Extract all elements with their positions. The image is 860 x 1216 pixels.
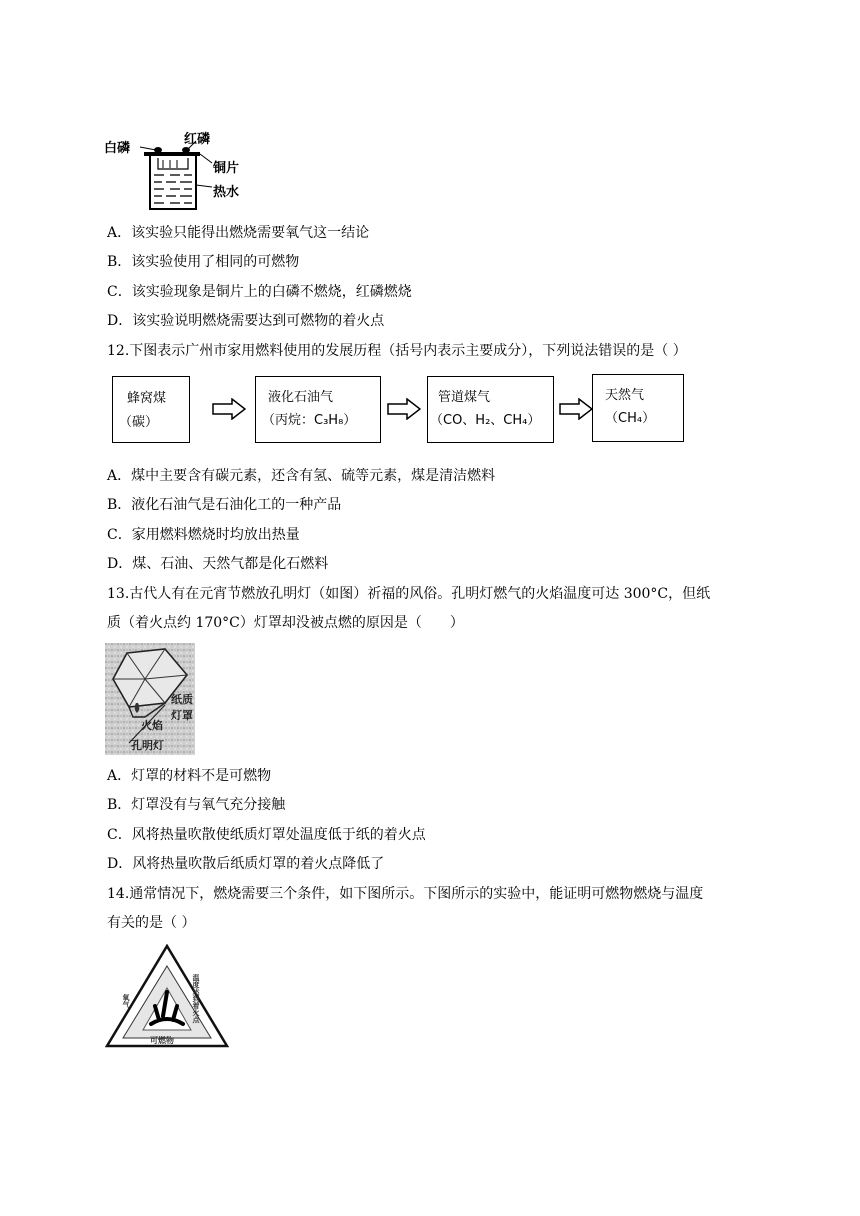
flow-box-lpg [255, 376, 381, 443]
label-ignition-temperature: 温度达到着火点 [192, 974, 200, 1023]
label-sky-lantern: 孔明灯 [131, 739, 164, 752]
figure-q11-apparatus [100, 125, 250, 215]
flow-box-honeycomb-coal [112, 376, 190, 443]
q13-option-a: A．灯罩的材料不是可燃物 [107, 768, 272, 784]
q13-stem-line-2: 质（着火点约 170°C）灯罩却没被点燃的原因是（ ） [107, 615, 464, 631]
q12-stem: 12.下图表示广州市家用燃料使用的发展历程（括号内表示主要成分），下列说法错误的是（ ） [107, 343, 687, 359]
label-flame: 火焰 [141, 719, 163, 732]
flow-name: 天然气 [605, 388, 645, 403]
q12-option-b: B．液化石油气是石油化工的一种产品 [107, 497, 342, 513]
q14-stem-line-1: 14.通常情况下，燃烧需要三个条件，如下图所示。下图所示的实验中，能证明可燃物燃烧与温度 [107, 886, 704, 902]
flow-comp: （CH₄） [605, 411, 656, 426]
flow-box-piped-gas [427, 376, 554, 443]
flow-name: 液化石油气 [268, 390, 334, 405]
figure-q14-fire-triangle [105, 944, 230, 1049]
flow-comp: （碳） [119, 415, 159, 430]
label-red-phosphorus: 红磷 [184, 132, 211, 147]
flow-name: 蜂窝煤 [127, 391, 167, 406]
q11-option-c: C．该实验现象是铜片上的白磷不燃烧，红磷燃烧 [107, 284, 412, 300]
flow-comp: （CO、H₂、CH₄） [430, 413, 541, 428]
label-combustible: 可燃物 [150, 1036, 174, 1045]
figure-q13-sky-lantern [105, 643, 195, 755]
flow-box-natural-gas [592, 374, 684, 442]
flow-arrow-3 [559, 398, 593, 424]
q14-stem-line-2: 有关的是（ ） [107, 915, 196, 931]
label-lampshade: 灯罩 [171, 709, 193, 722]
q11-option-b: B．该实验使用了相同的可燃物 [107, 254, 300, 270]
flow-arrow-1 [212, 398, 246, 424]
label-hot-water: 热水 [213, 185, 240, 200]
q11-option-d: D．该实验说明燃烧需要达到可燃物的着火点 [107, 313, 385, 329]
label-white-phosphorus: 白磷 [104, 141, 131, 156]
q12-option-a: A．煤中主要含有碳元素，还含有氢、硫等元素，煤是清洁燃料 [107, 468, 496, 484]
label-copper-sheet: 铜片 [213, 161, 240, 176]
q13-option-b: B．灯罩没有与氧气充分接触 [107, 797, 286, 813]
label-fire-character [158, 1003, 159, 1004]
q13-option-c: C．风将热量吹散使纸质灯罩处温度低于纸的着火点 [107, 827, 426, 843]
label-paper: 纸质 [171, 693, 193, 706]
q13-stem-line-1: 13.古代人有在元宵节燃放孔明灯（如图）祈福的风俗。孔明灯燃气的火焰温度可达 300°C，但纸 [107, 586, 711, 602]
q11-option-a: A．该实验只能得出燃烧需要氧气这一结论 [107, 225, 370, 241]
flow-comp: （丙烷：C₃H₈） [262, 413, 357, 428]
q12-option-d: D．煤、石油、天然气都是化石燃料 [107, 556, 329, 572]
flow-name: 管道煤气 [438, 390, 491, 405]
flow-arrow-2 [387, 398, 421, 424]
q12-option-c: C．家用燃料燃烧时均放出热量 [107, 527, 300, 543]
label-oxygen: 氧气 [122, 994, 130, 1008]
q13-option-d: D．风将热量吹散后纸质灯罩的着火点降低了 [107, 856, 385, 872]
